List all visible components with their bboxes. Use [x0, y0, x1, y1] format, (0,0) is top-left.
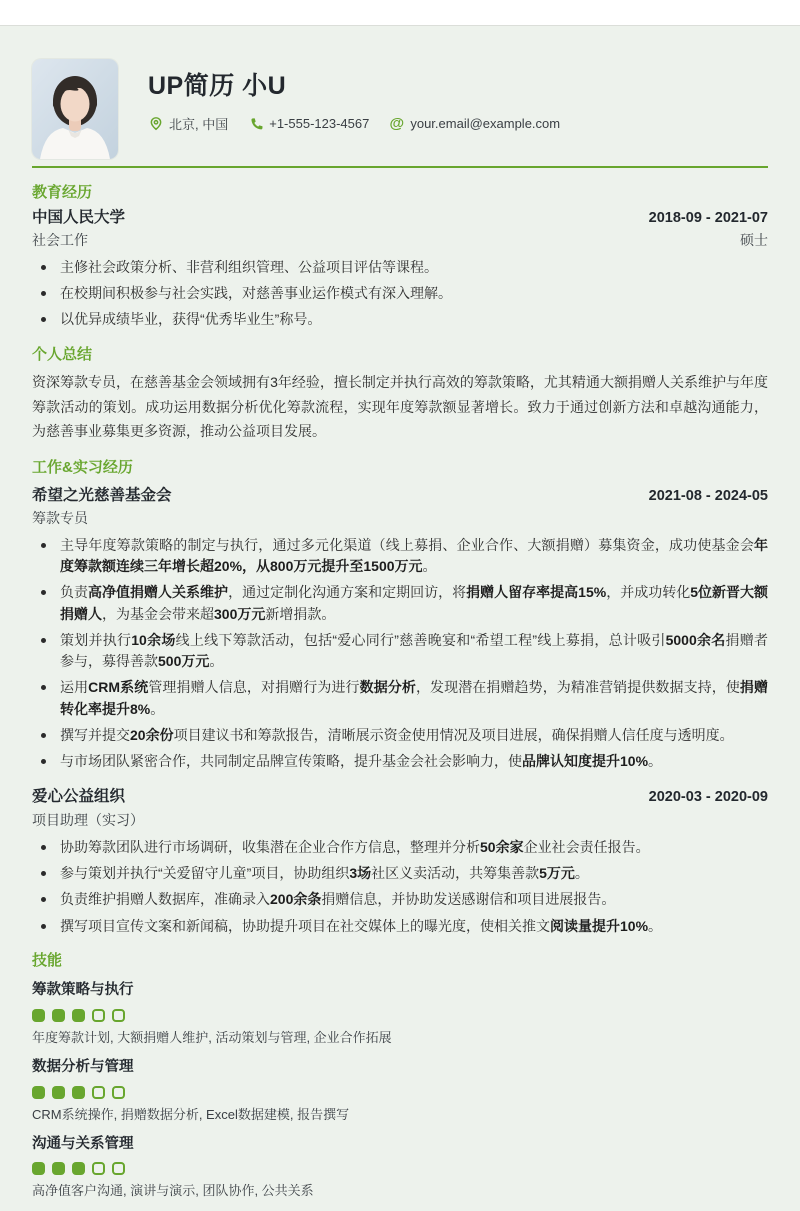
section-summary: [32, 345, 768, 444]
text-segment: 撰写并提交: [60, 726, 130, 743]
level-square-filled: [52, 1086, 65, 1099]
text-segment: 。: [422, 558, 437, 575]
highlighted-text: 50余家: [480, 838, 524, 855]
text-segment: 企业社会责任报告。: [523, 838, 650, 855]
text-segment: 捐赠信息，并协助发送感谢信和项目进展报告。: [321, 891, 616, 908]
highlighted-text: 品牌认知度提升10%: [522, 753, 649, 770]
resume-page: [0, 26, 800, 1211]
education-major-row: [32, 231, 768, 249]
text-segment: 负责维护捐赠人数据库，准确录入: [60, 891, 270, 908]
contact-phone-text: +1-555-123-4567: [269, 116, 370, 131]
level-square-filled: [32, 1086, 45, 1099]
text-segment: ，并成功转化: [606, 584, 691, 601]
job-entry: [32, 486, 768, 773]
contact-location-text: 北京, 中国: [169, 117, 229, 132]
summary-title: 个人总结: [32, 345, 93, 363]
skill-level-indicator: [32, 1162, 768, 1175]
highlighted-text: 年度筹款额连续三年增长超20%，从800万元提升至1500万元: [60, 536, 768, 575]
text-segment: 与市场团队紧密合作，共同制定品牌宣传策略，提升基金会社会影响力，使: [60, 753, 522, 770]
contact-email-text: your.email@example.com: [410, 116, 561, 131]
skill-name: 数据分析与管理: [32, 1059, 134, 1076]
contact-row: [148, 114, 560, 133]
skill-name: 沟通与关系管理: [32, 1135, 134, 1152]
job-entry: [32, 787, 768, 936]
text-segment: ，发现潜在捐赠趋势，为精准营销提供数据支持，使: [415, 679, 740, 696]
level-square-filled: [32, 1009, 45, 1022]
highlighted-text: 20余份: [130, 726, 174, 743]
skill-name: 筹款策略与执行: [32, 982, 134, 999]
highlighted-text: 高净值捐赠人关系维护: [88, 584, 229, 601]
text-segment: 。: [648, 753, 663, 770]
job-bullet: [32, 725, 768, 746]
at-icon: @: [389, 115, 405, 132]
level-square-filled: [52, 1009, 65, 1022]
text-segment: 参与策划并执行“关爱留守儿童”项目，协助组织: [60, 865, 350, 882]
company-name: 希望之光慈善基金会: [32, 486, 172, 504]
highlighted-text: 3场: [349, 865, 372, 882]
highlighted-text: 捐赠转化率提升8%: [60, 679, 769, 717]
highlighted-text: 300万元: [214, 605, 266, 622]
job-bullet: [32, 677, 768, 720]
skill-list: [32, 981, 768, 1200]
level-square-filled: [72, 1162, 85, 1175]
text-segment: 管理捐赠人信息，对捐赠行为进行: [148, 679, 360, 696]
skill-level-indicator: [32, 1009, 768, 1022]
level-square-filled: [72, 1086, 85, 1099]
education-bullet: 主修社会政策分析、非营利组织管理、公益项目评估等课程。: [32, 257, 768, 278]
highlighted-text: 5位新晋大额捐赠人: [60, 584, 769, 622]
job-dates: 2021-08 - 2024-05: [648, 487, 768, 504]
job-bullet: [32, 630, 768, 673]
company-name: 爱心公益组织: [32, 788, 126, 806]
level-square-empty: [92, 1009, 105, 1022]
job-bullet-list: [32, 837, 768, 937]
job-bullet: [32, 837, 768, 858]
level-square-empty: [92, 1162, 105, 1175]
skill-keywords: 高净值客户沟通, 演讲与演示, 团队协作, 公共关系: [32, 1183, 314, 1199]
contact-phone: [248, 116, 369, 131]
text-segment: 运用: [60, 679, 89, 696]
level-square-empty: [112, 1009, 125, 1022]
education-school-row: [32, 208, 768, 228]
highlighted-text: 5000余名: [665, 631, 726, 648]
text-segment: ，为基金会带来超: [102, 605, 214, 622]
text-segment: 策划并执行: [60, 631, 132, 648]
section-education: [32, 183, 768, 331]
level-square-empty: [112, 1086, 125, 1099]
skill-entry: [32, 1135, 768, 1201]
job-bullet: [32, 889, 768, 910]
text-segment: 线上线下筹款活动，包括“爱心同行”慈善晚宴和“希望工程”线上募捐，总计吸引: [175, 631, 666, 648]
text-segment: 。: [150, 700, 165, 717]
header-info: [148, 59, 560, 159]
education-bullet: 在校期间积极参与社会实践，对慈善事业运作模式有深入理解。: [32, 283, 768, 304]
level-square-filled: [72, 1009, 85, 1022]
text-segment: ，通过定制化沟通方案和定期回访，将: [228, 584, 467, 601]
resume-header: [32, 59, 768, 159]
education-bullet: 以优异成绩毕业，获得“优秀毕业生”称号。: [32, 309, 768, 330]
section-skills: [32, 951, 768, 1201]
experience-title: 工作&实习经历: [32, 459, 133, 476]
level-square-empty: [92, 1086, 105, 1099]
degree: 硕士: [740, 231, 768, 248]
job-bullet-list: [32, 535, 768, 773]
school-name: 中国人民大学: [32, 208, 126, 226]
highlighted-text: 200余条: [270, 891, 322, 908]
job-bullet: [32, 582, 768, 625]
profile-photo: [32, 59, 118, 159]
level-square-empty: [112, 1162, 125, 1175]
highlighted-text: 10余场: [131, 631, 176, 648]
text-segment: 。: [209, 653, 224, 670]
job-bullet: [32, 916, 768, 937]
text-segment: 。: [648, 917, 663, 934]
highlighted-text: 阅读量提升10%: [550, 917, 649, 934]
text-segment: 新增捐款。: [265, 605, 336, 622]
job-role: 项目助理（实习）: [32, 811, 144, 828]
job-header-row: [32, 787, 768, 807]
highlighted-text: 数据分析: [359, 679, 416, 696]
skills-title: 技能: [32, 951, 63, 969]
skill-keywords: CRM系统操作, 捐赠数据分析, Excel数据建模, 报告撰写: [32, 1106, 350, 1122]
skill-level-indicator: [32, 1086, 768, 1099]
location-icon: [148, 116, 163, 131]
job-role-row: [32, 811, 768, 829]
job-role: 筹款专员: [32, 509, 88, 526]
phone-icon: [248, 116, 263, 131]
highlighted-text: 500万元: [158, 653, 210, 670]
text-segment: 社区义卖活动，共筹集善款: [371, 865, 540, 882]
job-dates: 2020-03 - 2020-09: [648, 789, 768, 806]
job-bullet: [32, 863, 768, 884]
text-segment: 捐赠者参与，募得善款: [60, 631, 769, 670]
skill-keywords: 年度筹款计划, 大额捐赠人维护, 活动策划与管理, 企业合作拓展: [32, 1029, 392, 1045]
highlighted-text: CRM系统: [88, 679, 149, 696]
section-experience: [32, 458, 768, 937]
text-segment: 协助筹款团队进行市场调研，收集潜在企业合作方信息，整理并分析: [60, 838, 480, 855]
job-role-row: [32, 509, 768, 527]
level-square-filled: [32, 1162, 45, 1175]
education-dates: 2018-09 - 2021-07: [648, 209, 768, 226]
job-header-row: [32, 486, 768, 506]
major: 社会工作: [32, 231, 88, 248]
education-bullet-list: [32, 257, 768, 331]
contact-email: [389, 116, 560, 131]
text-segment: 项目建议书和筹款报告，清晰展示资金使用情况及项目进展，确保捐赠人信任度与透明度。: [173, 726, 734, 743]
candidate-name: UP简历 小U: [148, 72, 287, 100]
education-title: 教育经历: [32, 184, 93, 201]
text-segment: 主导年度筹款策略的制定与执行，通过多元化渠道（线上募捐、企业合作、大额捐赠）募集资金，成功使基金会: [60, 536, 754, 553]
text-segment: 。: [574, 865, 589, 882]
header-divider: [32, 166, 768, 168]
text-segment: 撰写项目宣传文案和新闻稿，协助提升项目在社交媒体上的曝光度，使相关推文: [60, 917, 550, 934]
level-square-filled: [52, 1162, 65, 1175]
job-bullet: [32, 535, 768, 578]
job-list: [32, 486, 768, 937]
skill-entry: [32, 1058, 768, 1124]
highlighted-text: 捐赠人留存率提高15%: [466, 584, 607, 601]
profile-photo-image: [32, 59, 118, 159]
text-segment: 负责: [60, 584, 89, 601]
skill-entry: [32, 981, 768, 1047]
job-bullet: [32, 751, 768, 772]
top-bar: [0, 0, 800, 26]
summary-text: 资深筹款专员，在慈善基金会领域拥有3年经验，擅长制定并执行高效的筹款策略，尤其精通大额捐赠人关系维护与年度筹款活动的策划。成功运用数据分析优化筹款流程，实现年度筹款额显著增长。致力于通过创新方法和卓越沟通能力，为慈善事业募集更多资源，推动公益项目发展。: [32, 374, 768, 440]
highlighted-text: 5万元: [539, 865, 575, 882]
contact-location: [148, 114, 228, 133]
